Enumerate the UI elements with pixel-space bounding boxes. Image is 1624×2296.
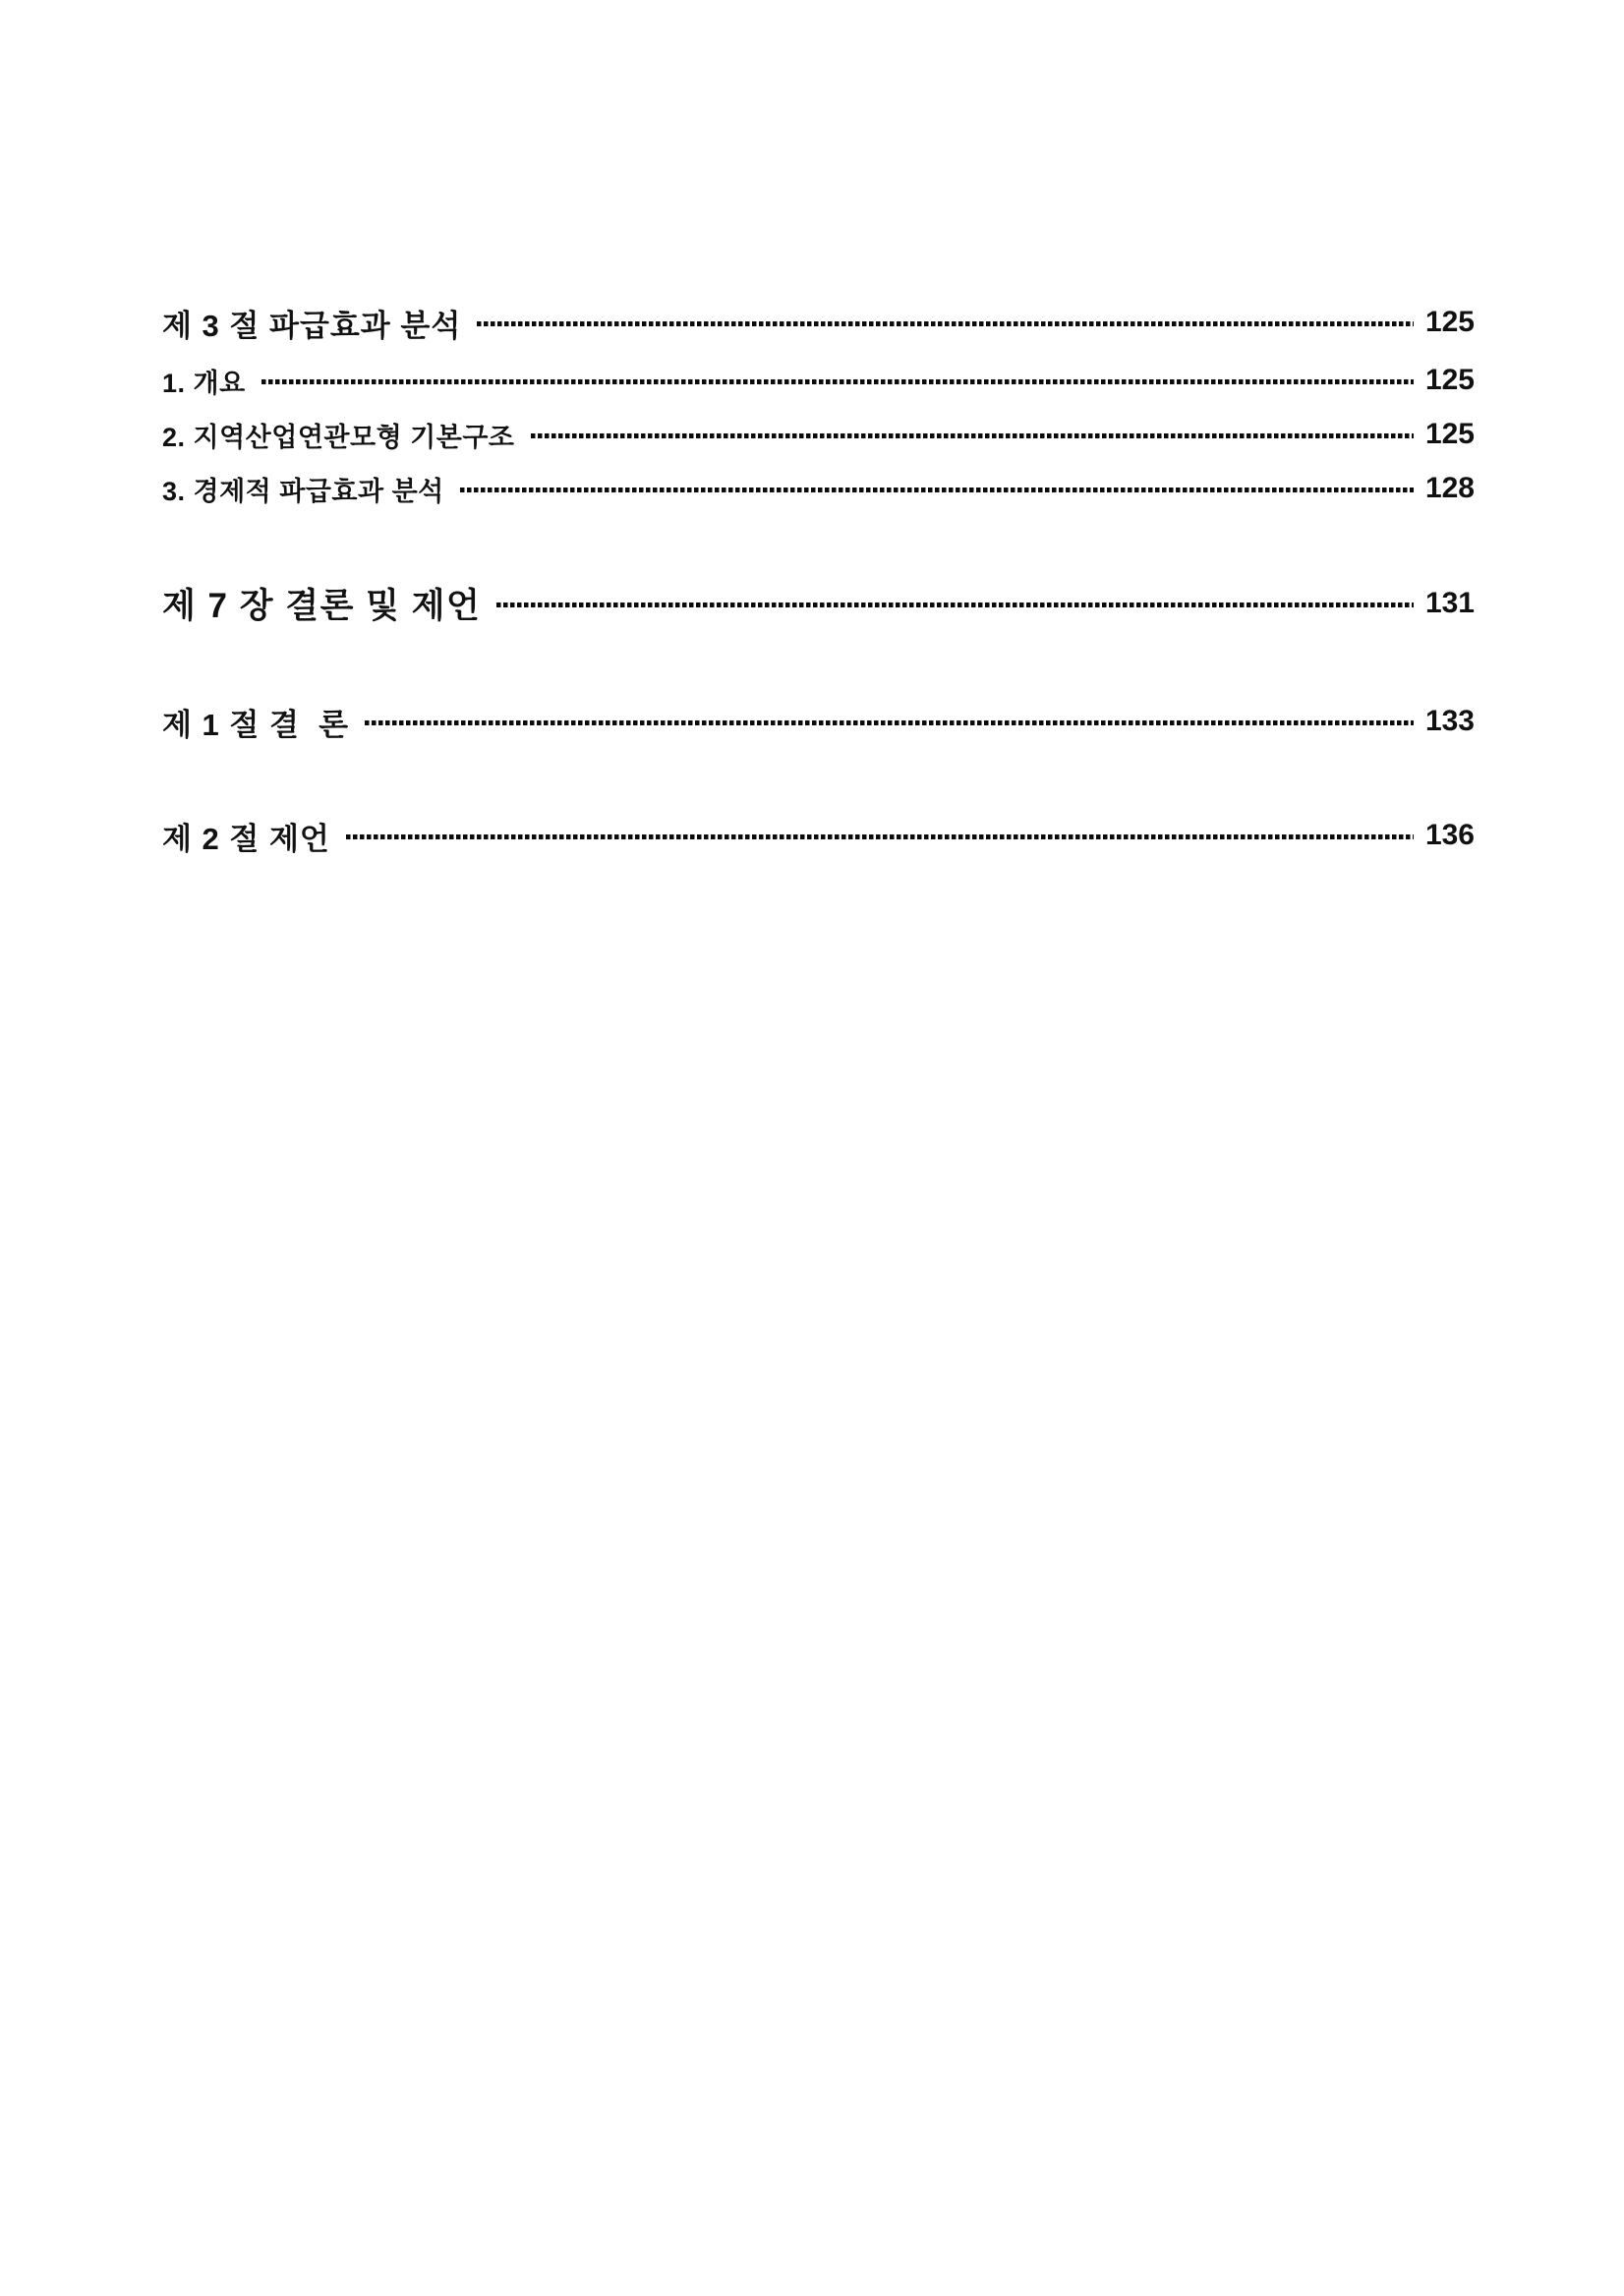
- toc-entry-page: 133: [1424, 705, 1475, 737]
- toc-entry-label: 1. 개요: [162, 368, 246, 398]
- toc-entry-label: 제 7 장 결론 및 제언: [162, 587, 482, 625]
- toc-entry: [162, 813, 1475, 858]
- toc-entry-page: 131: [1424, 587, 1475, 619]
- dot-leader: [346, 834, 1414, 839]
- dot-leader: [460, 488, 1414, 492]
- toc-entry: [162, 415, 1475, 454]
- dot-leader: [261, 379, 1414, 384]
- toc-entry-page: 125: [1424, 364, 1475, 396]
- toc-entry: [162, 579, 1475, 628]
- toc-entry: [162, 300, 1475, 345]
- dot-leader: [477, 321, 1414, 326]
- toc-entry-page: 128: [1424, 472, 1475, 504]
- toc-entry-label: 3. 경제적 파급효과 분석: [162, 476, 444, 506]
- toc-entry-page: 125: [1424, 306, 1475, 338]
- toc-entry-label: 제 3 절 파급효과 분석: [162, 308, 462, 343]
- toc-entry-page: 125: [1424, 418, 1475, 450]
- toc-entry: [162, 699, 1475, 744]
- toc-entry-label: 제 1 절 결 론: [162, 707, 350, 742]
- toc-entry-label: 제 2 절 제언: [162, 821, 330, 856]
- toc-entry: [162, 361, 1475, 400]
- dot-leader: [365, 720, 1414, 725]
- dot-leader: [496, 603, 1414, 607]
- toc-entry-label: 2. 지역산업연관모형 기본구조: [162, 422, 515, 452]
- dot-leader: [531, 433, 1414, 438]
- toc-entry-page: 136: [1424, 819, 1475, 851]
- toc-entry: [162, 469, 1475, 508]
